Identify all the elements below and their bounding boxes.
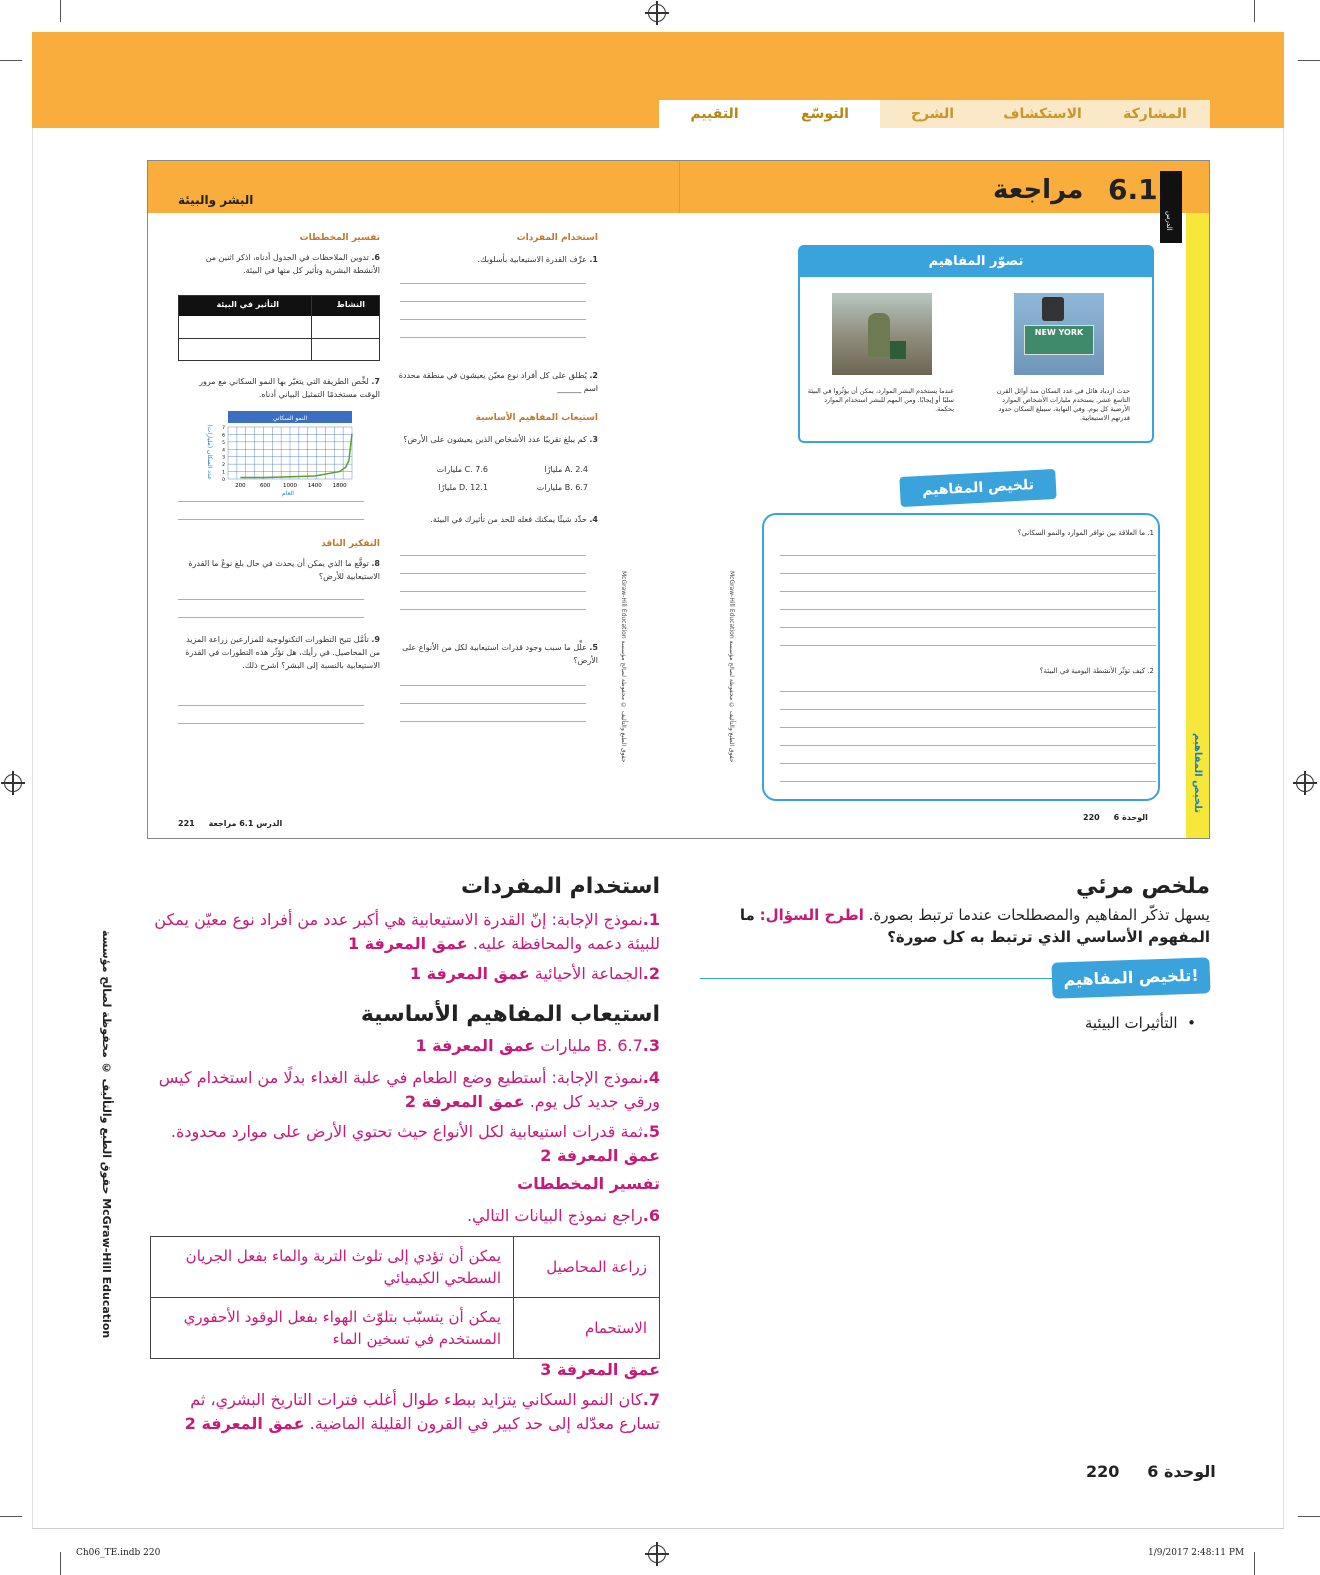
side-copyright: حقوق الطبع والتأليف © محفوظة لصالح مؤسسة McGraw-Hill Education bbox=[100, 930, 113, 1339]
option-c[interactable]: C. 7.6 مليارات bbox=[436, 465, 488, 474]
answer-line bbox=[780, 763, 1156, 764]
photo1-caption: حدث ازدياد هائل في عدد السكان منذ أوائل القرن التاسع عشر. يستخدم مليارات الأشخاص الموارد الأرضية كل يوم. وفي النهاية، سيبلغ السكان حدود قدرتهم الاستيعابية. bbox=[996, 387, 1130, 422]
spread-q2: 2. يُطلق على كل أفراد نوع معيّن يعيشون في منطقة محددة اسم ______ bbox=[398, 371, 598, 393]
option-d[interactable]: D. 12.1 مليارًا bbox=[438, 483, 488, 492]
copyright-vertical: McGraw-Hill Education حقوق الطبع والتأليف © محفوظة لصالح مؤسسة bbox=[620, 571, 627, 763]
bullet-item: • التأثيرات البيئية bbox=[1084, 1014, 1196, 1032]
chart-xlabel: العام bbox=[282, 490, 294, 497]
option-a[interactable]: A. 2.4 مليارًا bbox=[544, 465, 588, 474]
slug-file: Ch06_TE.indb 220 bbox=[76, 1548, 161, 1558]
answer-line bbox=[780, 727, 1156, 728]
lesson-tag: الدرس bbox=[1160, 171, 1182, 243]
answer-line bbox=[780, 573, 1156, 574]
answer-line bbox=[178, 723, 364, 724]
spread-q1: 1. عرِّف القدرة الاستيعابية بأسلوبك. bbox=[477, 255, 598, 264]
traffic-light-icon bbox=[1042, 297, 1064, 321]
spread-q7: 7. لخِّص الطريقة التي يتغيّر بها النمو السكاني مع مرور الوقت مستخدمًا التمثيل البياني أدناه. bbox=[199, 377, 380, 399]
copyright-vertical: McGraw-Hill Education حقوق الطبع والتأليف © محفوظة لصالح مؤسسة bbox=[728, 571, 735, 763]
tab-elaborate[interactable]: التوسّع bbox=[770, 100, 880, 128]
answer-line bbox=[400, 301, 586, 302]
tab-explain[interactable]: الشرح bbox=[880, 100, 985, 128]
answer-line bbox=[400, 685, 586, 686]
chart-x-tick-label: 1000 bbox=[283, 483, 297, 489]
answer-line bbox=[178, 705, 364, 706]
chart-title: النمو السكاني bbox=[272, 415, 308, 422]
chart-y-tick-label: 6 bbox=[222, 433, 225, 439]
photo-cleanup bbox=[832, 293, 932, 375]
visualize-box bbox=[798, 245, 1154, 443]
crop-mark bbox=[60, 1552, 61, 1575]
answer-line bbox=[780, 691, 1156, 692]
student-page-spread bbox=[147, 160, 1210, 839]
chart-x-tick-label: 200 bbox=[235, 483, 246, 489]
chart-y-tick-label: 2 bbox=[222, 463, 225, 469]
lesson-title: مراجعة bbox=[993, 175, 1084, 205]
answer-line bbox=[780, 555, 1156, 556]
answer-7: 7.كان النمو السكاني يتزايد ببطء طوال أغلب فترات التاريخ البشري، ثم تسارع معدّله إلى حد كبير في القرون القليلة الماضية. عمق المعرفة 2 bbox=[184, 1390, 660, 1433]
effect-cell: يمكن أن تؤدي إلى تلوث التربة والماء بفعل الجريان السطحي الكيميائي bbox=[151, 1237, 514, 1298]
page-frame-left bbox=[32, 128, 33, 1528]
spread-right-footer: 221 الدرس 6.1 مراجعة bbox=[178, 819, 283, 828]
answer-6-dok: عمق المعرفة 3 bbox=[540, 1360, 660, 1379]
answer-line bbox=[780, 627, 1156, 628]
answers-vocab-heading: استخدام المفردات bbox=[460, 874, 660, 899]
answer-4: 4.نموذج الإجابة: أستطيع وضع الطعام في علبة الغداء بدلًا من استخدام كيس ورقي جديد كل يوم. عمق المعرفة 2 bbox=[158, 1068, 660, 1111]
crop-mark bbox=[1298, 60, 1320, 61]
answer-line bbox=[178, 501, 364, 502]
answer-line bbox=[780, 609, 1156, 610]
visualize-heading: تصوّر المفاهيم bbox=[800, 247, 1152, 277]
registration-mark-icon bbox=[648, 4, 666, 22]
photo2-caption: عندما يستخدم البشر الموارد، يمكن أن يؤثّروا في البيئة سلبًا أو إيجابًا. ومن المهم للبشر استخدام الموارد بحكمة. bbox=[807, 387, 954, 413]
answer-line bbox=[400, 283, 586, 284]
spread-vocab-head: استخدام المفردات bbox=[516, 233, 598, 243]
tab-engage[interactable]: المشاركة bbox=[1100, 100, 1210, 128]
table-header: النشاط التأثير في البيئة bbox=[179, 296, 379, 316]
answer-line bbox=[400, 609, 586, 610]
chart-x-tick-label: 1400 bbox=[307, 483, 322, 489]
tab-evaluate[interactable]: التقييم bbox=[659, 100, 770, 128]
answer-3: 3.B. 6.7 مليارات عمق المعرفة 1 bbox=[415, 1036, 660, 1055]
chart-y-tick-label: 3 bbox=[222, 455, 225, 461]
answer-line bbox=[780, 745, 1156, 746]
answer-line bbox=[178, 599, 364, 600]
spread-graphs-head: تفسير المخططات bbox=[299, 233, 380, 243]
activity-cell: زراعة المحاصيل bbox=[514, 1237, 660, 1298]
summary-banner: تلخيص المفاهيم bbox=[899, 469, 1056, 507]
chart-y-tick-label: 7 bbox=[222, 426, 225, 431]
tab-explore[interactable]: الاستكشاف bbox=[985, 100, 1100, 128]
spread-q9: 9. تأمَّل تتيح التطورات التكنولوجية للمزارعين زراعة المزيد من المحاصيل. في رأيك، هل تؤثّر هذه التطورات في القدرة الاستيعابية بالنسبة إلى البشر؟ اشرح ذلك. bbox=[185, 635, 380, 670]
spread-critical-head: التفكير الناقد bbox=[321, 539, 380, 549]
chart-x-ticks bbox=[235, 483, 347, 489]
chart-grid bbox=[228, 427, 352, 479]
chart-x-tick-label: 1800 bbox=[332, 483, 347, 489]
summarize-concepts-banner: تلخيص المفاهيم! bbox=[1051, 957, 1210, 998]
sign-text: NEW YORK bbox=[1024, 325, 1094, 355]
chart-series-line bbox=[240, 434, 352, 478]
answer-line bbox=[400, 591, 586, 592]
registration-mark-icon bbox=[648, 1545, 666, 1563]
trash-bag-icon bbox=[890, 341, 906, 359]
bottom-rule bbox=[32, 1528, 1284, 1529]
answer-6: 6.راجع نموذج البيانات التالي. bbox=[466, 1206, 660, 1225]
answer-line bbox=[178, 519, 364, 520]
chart-y-tick-label: 4 bbox=[222, 448, 225, 454]
chart-ylabel: عدد السكان (مليارات) bbox=[206, 424, 213, 480]
table-row bbox=[151, 1237, 660, 1298]
effect-cell: يمكن أن يتسبّب بتلوّث الهواء بفعل الوقود الأحفوري المستخدم في تسخين الماء bbox=[151, 1298, 514, 1359]
registration-mark-icon bbox=[4, 774, 22, 792]
summary-q2: 2. كيف تؤثّر الأنشطة اليومية في البيئة؟ bbox=[1039, 667, 1154, 675]
option-b[interactable]: B. 6.7 مليارات bbox=[536, 483, 588, 492]
chart-y-ticks bbox=[222, 425, 225, 483]
spread-activity-table bbox=[178, 295, 380, 361]
spread-q6: 6. تدوين الملاحظات في الجدول أدناه، اذكر اثنين من الأنشطة البشرية وتأثير كل منها في البيئة. bbox=[205, 253, 380, 275]
answer-5: 5.ثمة قدرات استيعابية لكل الأنواع حيث تحتوي الأرض على موارد محدودة. عمق المعرفة 2 bbox=[170, 1122, 660, 1165]
crop-mark bbox=[0, 60, 22, 61]
summary-q1: 1. ما العلاقة بين توافر الموارد والنمو السكاني؟ bbox=[1017, 529, 1154, 537]
crop-mark bbox=[60, 0, 61, 22]
chart-y-tick-label: 0 bbox=[222, 478, 225, 483]
answer-line bbox=[400, 703, 586, 704]
crop-mark bbox=[1254, 0, 1255, 22]
answer-line bbox=[400, 555, 586, 556]
visual-summary-text: يسهل تذكّر المفاهيم والمصطلحات عندما ترتبط بصورة. اطرح السؤال: ما المفهوم الأساسي الذي ترتبط به كل صورة؟ bbox=[739, 906, 1210, 946]
answer-line bbox=[780, 709, 1156, 710]
table-rule bbox=[179, 338, 379, 339]
spread-left-footer: الوحدة 6 220 bbox=[1083, 813, 1148, 822]
lesson-number: 6.1 bbox=[1108, 173, 1158, 206]
answer-line bbox=[400, 721, 586, 722]
answer-line bbox=[400, 573, 586, 574]
answer-line bbox=[780, 781, 1156, 782]
right-page-title: البشر والبيئة bbox=[178, 193, 254, 207]
answer-line bbox=[178, 617, 364, 618]
answer-1: 1.نموذج الإجابة: إنّ القدرة الاستيعابية هي أكبر عدد من أفراد نوع معيّن يمكن للبيئة دعمه والمحافظة عليه. عمق المعرفة 1 bbox=[154, 910, 660, 953]
crop-mark bbox=[0, 1516, 22, 1517]
registration-mark-icon bbox=[1296, 774, 1314, 792]
answer-line bbox=[780, 645, 1156, 646]
chart-y-tick-label: 1 bbox=[222, 470, 225, 476]
spread-q3: 3. كم يبلغ تقريبًا عدد الأشخاص الذين يعيشون على الأرض؟ bbox=[403, 435, 598, 444]
answers-concepts-heading: استيعاب المفاهيم الأساسية bbox=[360, 1002, 660, 1027]
page-footer: الوحدة 6 220 bbox=[1086, 1462, 1216, 1481]
summary-side-strip: تلخيص المفاهيم bbox=[1186, 213, 1210, 839]
chart-x-tick-label: 600 bbox=[259, 483, 271, 489]
answer-line bbox=[780, 591, 1156, 592]
photo-new-york-sign bbox=[1014, 293, 1104, 375]
answer-table bbox=[150, 1236, 660, 1359]
answer-line bbox=[400, 337, 586, 338]
slug-date: 1/9/2017 2:48:11 PM bbox=[1148, 1548, 1245, 1558]
person-figure-icon bbox=[868, 313, 890, 357]
spread-gutter bbox=[679, 161, 680, 213]
spread-q4: 4. حدِّد شيئًا يمكنك فعله للحد من تأثيرك في البيئة. bbox=[430, 515, 598, 524]
table-row bbox=[151, 1298, 660, 1359]
table-rule bbox=[311, 296, 312, 360]
activity-cell: الاستحمام bbox=[514, 1298, 660, 1359]
chart-y-tick-label: 5 bbox=[222, 440, 225, 446]
spread-q8: 8. توقَّع ما الذي يمكن أن يحدث في حال بلغ نوعٌ ما القدرة الاستيعابية للأرض؟ bbox=[188, 559, 380, 581]
crop-mark bbox=[1254, 1552, 1255, 1575]
answer-2: 2.الجماعة الأحيائية عمق المعرفة 1 bbox=[409, 964, 660, 983]
spread-concepts-head: استيعاب المفاهيم الأساسية bbox=[475, 413, 598, 423]
spread-q5: 5. علِّل ما سبب وجود قدرات استيعابية لكل من الأنواع على الأرض؟ bbox=[402, 643, 598, 665]
population-chart bbox=[198, 407, 368, 497]
page-frame-right bbox=[1283, 128, 1284, 1528]
answer-line bbox=[400, 319, 586, 320]
summary-box bbox=[762, 513, 1160, 801]
answers-graphs-heading: تفسير المخططات bbox=[517, 1174, 660, 1193]
crop-mark bbox=[1298, 1516, 1320, 1517]
visual-summary-heading: ملخص مرئي bbox=[1076, 874, 1210, 899]
